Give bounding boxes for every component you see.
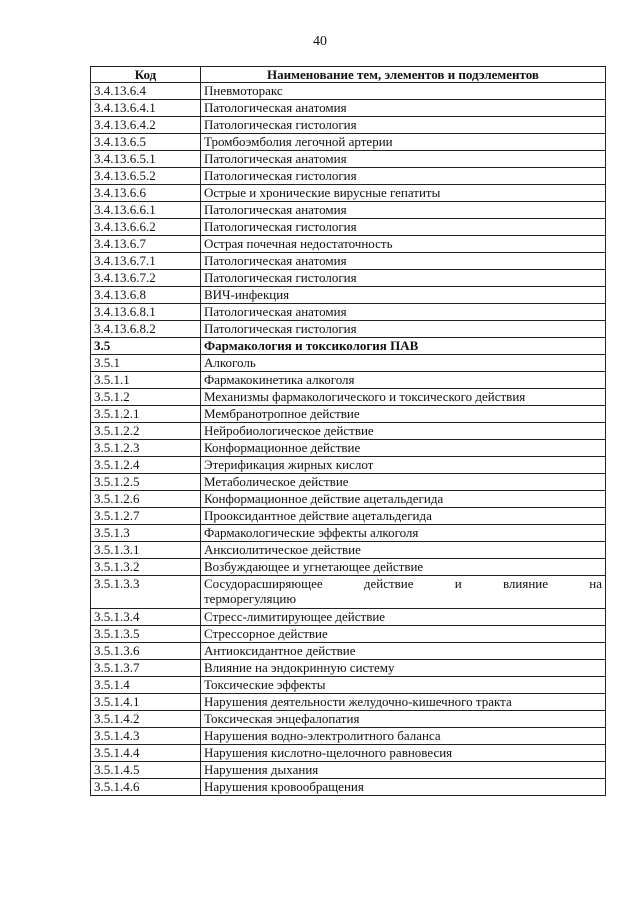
row-code: 3.4.13.6.5 bbox=[91, 134, 201, 151]
row-code: 3.4.13.6.8 bbox=[91, 287, 201, 304]
row-code: 3.5.1.3.1 bbox=[91, 542, 201, 559]
row-code: 3.5.1.1 bbox=[91, 372, 201, 389]
row-name: Патологическая анатомия bbox=[201, 304, 606, 321]
table-row bbox=[91, 100, 606, 117]
table-row bbox=[91, 185, 606, 202]
table-row bbox=[91, 236, 606, 253]
row-name: Нарушения кровообращения bbox=[201, 779, 606, 796]
row-name: Стресс-лимитирующее действие bbox=[201, 609, 606, 626]
table-row bbox=[91, 423, 606, 440]
table-row bbox=[91, 389, 606, 406]
row-code: 3.4.13.6.6.2 bbox=[91, 219, 201, 236]
row-name: Этерификация жирных кислот bbox=[201, 457, 606, 474]
table-row bbox=[91, 202, 606, 219]
table-row bbox=[91, 83, 606, 100]
row-code: 3.5.1.4.2 bbox=[91, 711, 201, 728]
table-row bbox=[91, 304, 606, 321]
table-row bbox=[91, 559, 606, 576]
topics-table bbox=[90, 66, 606, 796]
table-row bbox=[91, 525, 606, 542]
row-code: 3.4.13.6.7 bbox=[91, 236, 201, 253]
row-name: Антиоксидантное действие bbox=[201, 643, 606, 660]
row-code: 3.5 bbox=[91, 338, 201, 355]
row-code: 3.4.13.6.8.1 bbox=[91, 304, 201, 321]
table-row bbox=[91, 474, 606, 491]
row-code: 3.5.1.4 bbox=[91, 677, 201, 694]
row-name: Острая почечная недостаточность bbox=[201, 236, 606, 253]
row-name: ВИЧ-инфекция bbox=[201, 287, 606, 304]
row-name: Нарушения водно-электролитного баланса bbox=[201, 728, 606, 745]
table-row bbox=[91, 457, 606, 474]
row-name: Патологическая гистология bbox=[201, 219, 606, 236]
table-header-row bbox=[91, 67, 606, 83]
row-code: 3.5.1.2.6 bbox=[91, 491, 201, 508]
row-name: Возбуждающее и угнетающее действие bbox=[201, 559, 606, 576]
row-name: Пневмоторакс bbox=[201, 83, 606, 100]
table-row bbox=[91, 355, 606, 372]
table-row bbox=[91, 491, 606, 508]
row-name: Мембранотропное действие bbox=[201, 406, 606, 423]
row-code: 3.5.1.3.5 bbox=[91, 626, 201, 643]
row-code: 3.5.1.2 bbox=[91, 389, 201, 406]
row-code: 3.5.1.2.7 bbox=[91, 508, 201, 525]
row-name: Нейробиологическое действие bbox=[201, 423, 606, 440]
row-code: 3.5.1.3 bbox=[91, 525, 201, 542]
row-code: 3.5.1.3.2 bbox=[91, 559, 201, 576]
row-code: 3.4.13.6.4.1 bbox=[91, 100, 201, 117]
row-code: 3.5.1.2.1 bbox=[91, 406, 201, 423]
row-code: 3.4.13.6.7.1 bbox=[91, 253, 201, 270]
row-name: Патологическая гистология bbox=[201, 270, 606, 287]
row-code: 3.5.1.4.4 bbox=[91, 745, 201, 762]
table-row bbox=[91, 287, 606, 304]
row-name bbox=[201, 576, 606, 609]
table-row bbox=[91, 576, 606, 609]
row-name: Нарушения кислотно-щелочного равновесия bbox=[201, 745, 606, 762]
row-code: 3.5.1 bbox=[91, 355, 201, 372]
row-code: 3.4.13.6.7.2 bbox=[91, 270, 201, 287]
table-row bbox=[91, 270, 606, 287]
row-name-line-1: Сосудорасширяющее действие и влияние на bbox=[204, 576, 602, 591]
row-name: Патологическая анатомия bbox=[201, 151, 606, 168]
row-name: Прооксидантное действие ацетальдегида bbox=[201, 508, 606, 525]
row-name: Патологическая гистология bbox=[201, 321, 606, 338]
row-code: 3.5.1.3.3 bbox=[91, 576, 201, 609]
row-code: 3.5.1.2.3 bbox=[91, 440, 201, 457]
row-name: Тромбоэмболия легочной артерии bbox=[201, 134, 606, 151]
row-code: 3.4.13.6.6 bbox=[91, 185, 201, 202]
table-row bbox=[91, 542, 606, 559]
table-row bbox=[91, 338, 606, 355]
table-row bbox=[91, 728, 606, 745]
table-row bbox=[91, 762, 606, 779]
table-row bbox=[91, 151, 606, 168]
row-code: 3.5.1.4.5 bbox=[91, 762, 201, 779]
row-name: Патологическая анатомия bbox=[201, 100, 606, 117]
table-row bbox=[91, 253, 606, 270]
row-name: Алкоголь bbox=[201, 355, 606, 372]
table-row bbox=[91, 660, 606, 677]
row-code: 3.4.13.6.4.2 bbox=[91, 117, 201, 134]
row-name: Конформационное действие ацетальдегида bbox=[201, 491, 606, 508]
table-row bbox=[91, 677, 606, 694]
row-code: 3.5.1.4.6 bbox=[91, 779, 201, 796]
table-row bbox=[91, 134, 606, 151]
row-name: Нарушения деятельности желудочно-кишечного тракта bbox=[201, 694, 606, 711]
row-code: 3.4.13.6.4 bbox=[91, 83, 201, 100]
row-name: Патологическая гистология bbox=[201, 117, 606, 134]
row-name: Анксиолитическое действие bbox=[201, 542, 606, 559]
row-code: 3.5.1.4.3 bbox=[91, 728, 201, 745]
table-row bbox=[91, 779, 606, 796]
row-name: Конформационное действие bbox=[201, 440, 606, 457]
table-row bbox=[91, 694, 606, 711]
row-name: Фармакокинетика алкоголя bbox=[201, 372, 606, 389]
row-name: Токсические эффекты bbox=[201, 677, 606, 694]
table-row bbox=[91, 372, 606, 389]
table-row bbox=[91, 321, 606, 338]
row-code: 3.5.1.2.2 bbox=[91, 423, 201, 440]
row-name: Патологическая анатомия bbox=[201, 253, 606, 270]
row-name: Нарушения дыхания bbox=[201, 762, 606, 779]
row-name: Метаболическое действие bbox=[201, 474, 606, 491]
row-code: 3.5.1.2.4 bbox=[91, 457, 201, 474]
row-code: 3.5.1.3.4 bbox=[91, 609, 201, 626]
table-row bbox=[91, 745, 606, 762]
row-code: 3.4.13.6.5.1 bbox=[91, 151, 201, 168]
row-code: 3.5.1.2.5 bbox=[91, 474, 201, 491]
row-name: Фармакологические эффекты алкоголя bbox=[201, 525, 606, 542]
row-code: 3.4.13.6.8.2 bbox=[91, 321, 201, 338]
row-code: 3.5.1.3.7 bbox=[91, 660, 201, 677]
row-code: 3.4.13.6.5.2 bbox=[91, 168, 201, 185]
row-code: 3.4.13.6.6.1 bbox=[91, 202, 201, 219]
table-row bbox=[91, 406, 606, 423]
row-name-line-2: терморегуляцию bbox=[204, 591, 297, 606]
table-row bbox=[91, 626, 606, 643]
table-row bbox=[91, 440, 606, 457]
row-name: Влияние на эндокринную систему bbox=[201, 660, 606, 677]
table-row bbox=[91, 168, 606, 185]
row-name: Острые и хронические вирусные гепатиты bbox=[201, 185, 606, 202]
table-row bbox=[91, 711, 606, 728]
table-row bbox=[91, 609, 606, 626]
header-name: Наименование тем, элементов и подэлементов bbox=[201, 67, 606, 83]
row-code: 3.5.1.4.1 bbox=[91, 694, 201, 711]
row-name: Механизмы фармакологического и токсического действия bbox=[201, 389, 606, 406]
header-code: Код bbox=[91, 67, 201, 83]
row-name: Фармакология и токсикология ПАВ bbox=[201, 338, 606, 355]
row-name: Стрессорное действие bbox=[201, 626, 606, 643]
table-row bbox=[91, 643, 606, 660]
page-number: 40 bbox=[313, 34, 327, 49]
table-row bbox=[91, 508, 606, 525]
row-name: Патологическая гистология bbox=[201, 168, 606, 185]
table-body bbox=[91, 83, 606, 796]
row-name: Токсическая энцефалопатия bbox=[201, 711, 606, 728]
row-code: 3.5.1.3.6 bbox=[91, 643, 201, 660]
table-row bbox=[91, 117, 606, 134]
row-name: Патологическая анатомия bbox=[201, 202, 606, 219]
table-row bbox=[91, 219, 606, 236]
